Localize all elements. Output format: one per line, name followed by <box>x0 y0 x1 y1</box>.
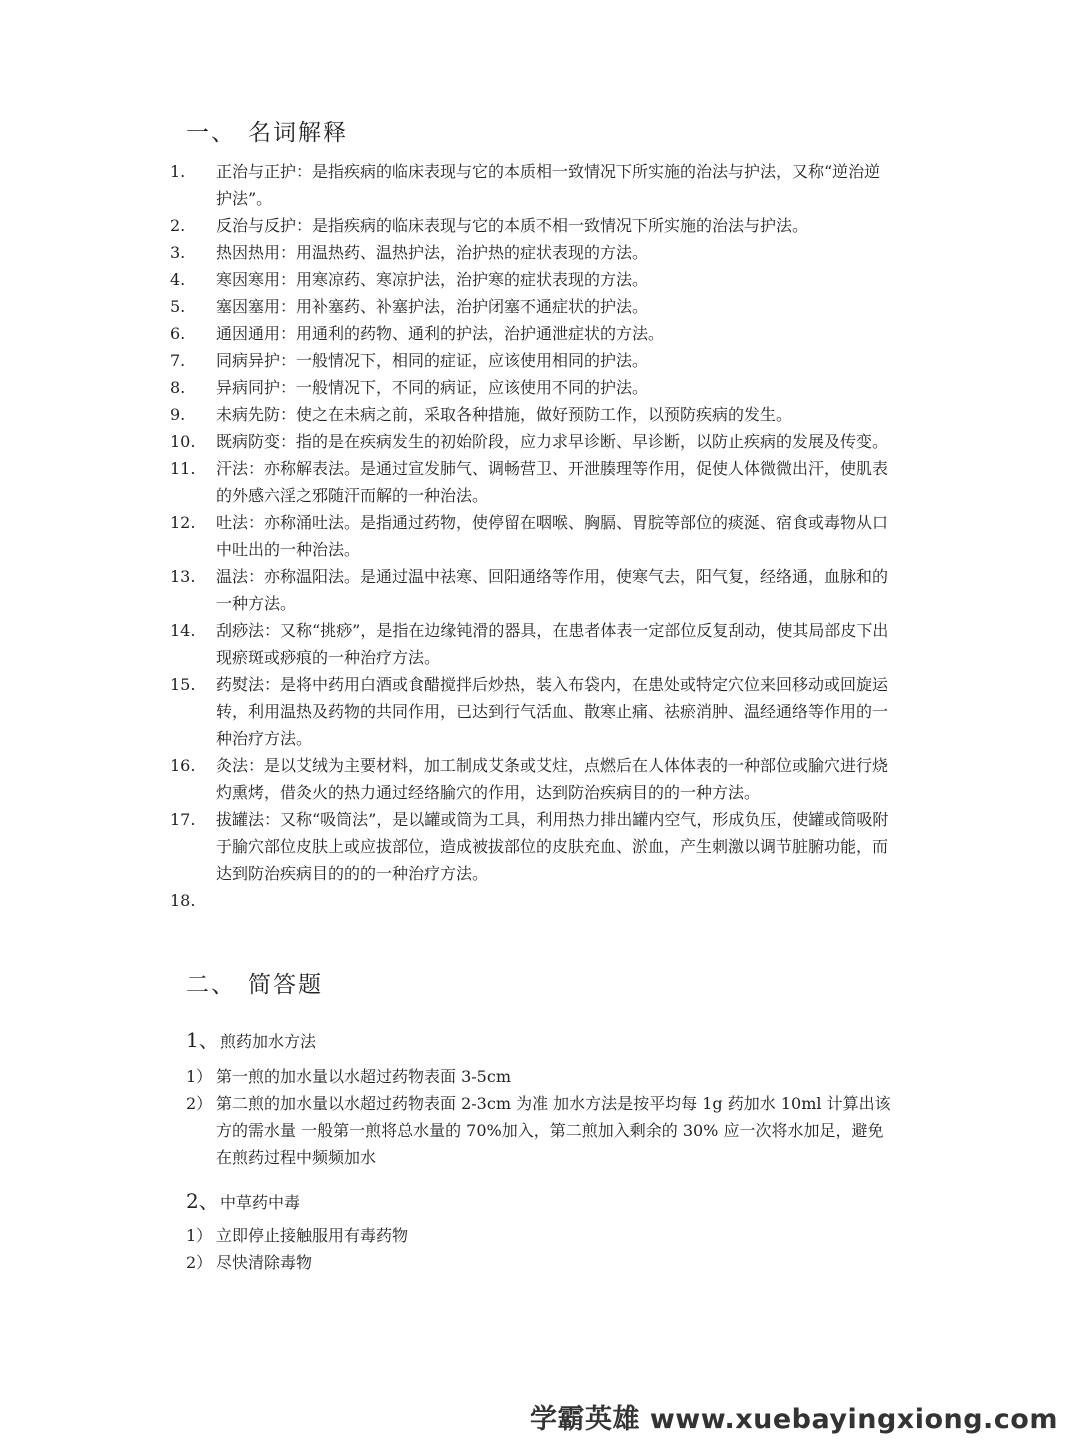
list-item <box>186 1063 896 1090</box>
item-text: 立即停止接触服用有毒药物 <box>216 1226 409 1245</box>
item-number: 5. <box>170 297 186 316</box>
section-number: 一、 <box>186 120 236 146</box>
item-text: 热因热用：用温热药、温热护法，治护热的症状表现的方法。 <box>216 243 649 262</box>
item-text: 正治与正护：是指疾病的临床表现与它的本质相一致情况下所实施的治法与护法，又称“逆治逆护法”。 <box>216 162 881 208</box>
list-item <box>170 401 890 428</box>
item-number: 1） <box>186 1226 213 1245</box>
item-number: 7. <box>170 351 186 370</box>
item-text: 寒因寒用：用寒凉药、寒凉护法，治护寒的症状表现的方法。 <box>216 270 649 289</box>
item-text: 第一煎的加水量以水超过药物表面 3-5cm <box>216 1067 511 1086</box>
item-number: 12. <box>170 513 196 532</box>
item-number: 2） <box>186 1094 213 1113</box>
subheading-herbal-poisoning <box>186 1185 300 1214</box>
subheading-number: 1、 <box>186 1028 219 1052</box>
steps-list-decoction <box>186 1063 896 1171</box>
item-number: 1） <box>186 1067 213 1086</box>
section-heading-definitions <box>186 114 348 147</box>
list-item <box>170 455 890 509</box>
subheading-decoction-water <box>186 1024 316 1053</box>
item-text: 异病同护：一般情况下，不同的病证，应该使用不同的护法。 <box>216 378 649 397</box>
item-number: 2. <box>170 216 186 235</box>
item-text: 通因通用：用通利的药物、通利的护法，治护通泄症状的方法。 <box>216 324 665 343</box>
list-item <box>186 1222 896 1249</box>
list-item <box>170 617 890 671</box>
list-item <box>170 239 890 266</box>
item-number: 2） <box>186 1253 213 1272</box>
list-item <box>170 293 890 320</box>
item-number: 1. <box>170 162 186 181</box>
list-item <box>170 752 890 806</box>
item-text: 同病异护：一般情况下，相同的症证，应该使用相同的护法。 <box>216 351 649 370</box>
list-item <box>170 428 890 455</box>
list-item <box>186 1090 896 1171</box>
list-item <box>170 563 890 617</box>
item-number: 4. <box>170 270 186 289</box>
item-number: 10. <box>170 432 196 451</box>
steps-list-poisoning <box>186 1222 896 1276</box>
item-text: 药熨法：是将中药用白酒或食醋搅拌后炒热，装入布袋内，在患处或特定穴位来回移动或回旋运转，利用温热及药物的共同作用，已达到行气活血、散寒止痛、祛瘀消肿、温经通络等作用的一种治疗方法。 <box>216 675 889 748</box>
item-number: 16. <box>170 756 196 775</box>
item-text: 温法：亦称温阳法。是通过温中祛寒、回阳通络等作用，使寒气去，阳气复，经络通，血脉和的一种方法。 <box>216 567 889 613</box>
item-number: 9. <box>170 405 186 424</box>
item-text: 吐法：亦称涌吐法。是指通过药物，使停留在咽喉、胸膈、胃脘等部位的痰涎、宿食或毒物从口中吐出的一种治法。 <box>216 513 889 559</box>
section-title: 简答题 <box>248 972 323 998</box>
list-item <box>170 266 890 293</box>
list-item <box>170 320 890 347</box>
item-text: 拔罐法：又称“吸筒法”，是以罐或筒为工具，利用热力排出罐内空气，形成负压，使罐或筒吸附于腧穴部位皮肤上或应拔部位，造成被拔部位的皮肤充血、淤血，产生刺激以调节脏腑功能，而达到防治疾病目的的的一种治疗方法。 <box>216 810 889 883</box>
item-text: 刮痧法：又称“挑痧”，是指在边缘钝滑的器具，在患者体表一定部位反复刮动，使其局部皮下出现瘀斑或痧痕的一种治疗方法。 <box>216 621 889 667</box>
item-number: 18. <box>170 891 196 910</box>
subheading-number: 2、 <box>186 1189 219 1213</box>
list-item <box>170 806 890 887</box>
terms-list <box>170 158 890 910</box>
site-watermark: 学霸英雄 www.xuebayingxiong.com <box>529 1404 1058 1435</box>
item-number: 17. <box>170 810 196 829</box>
list-item <box>170 347 890 374</box>
item-text: 塞因塞用：用补塞药、补塞护法，治护闭塞不通症状的护法。 <box>216 297 649 316</box>
list-item <box>186 1249 896 1276</box>
item-text: 汗法：亦称解表法。是通过宣发肺气、调畅营卫、开泄腠理等作用，促使人体微微出汗，使肌表的外感六淫之邪随汗而解的一种治法。 <box>216 459 889 505</box>
item-text: 反治与反护：是指疾病的临床表现与它的本质不相一致情况下所实施的治法与护法。 <box>216 216 809 235</box>
item-number: 13. <box>170 567 196 586</box>
item-text: 尽快清除毒物 <box>216 1253 313 1272</box>
subheading-title: 煎药加水方法 <box>220 1032 317 1051</box>
item-text: 未病先防：使之在未病之前，采取各种措施，做好预防工作，以预防疾病的发生。 <box>216 405 793 424</box>
item-number: 8. <box>170 378 186 397</box>
list-item <box>170 374 890 401</box>
item-text: 既病防变：指的是在疾病发生的初始阶段，应力求早诊断、早诊断，以防止疾病的发展及传变。 <box>216 432 889 451</box>
subheading-title: 中草药中毒 <box>220 1193 301 1212</box>
item-text: 第二煎的加水量以水超过药物表面 2-3cm 为准 加水方法是按平均每 1g 药加水 10ml 计算出该方的需水量 一般第一煎将总水量的 70%加入，第二煎加入剩余的 30% 应一次将水加足，避免在煎药过程中频频加水 <box>216 1094 891 1167</box>
item-number: 15. <box>170 675 196 694</box>
section-heading-short-answer <box>186 966 323 999</box>
item-text: 灸法：是以艾绒为主要材料，加工制成艾条或艾炷，点燃后在人体体表的一种部位或腧穴进行烧灼熏烤，借灸火的热力通过经络腧穴的作用，达到防治疾病目的的一种方法。 <box>216 756 889 802</box>
list-item <box>170 671 890 752</box>
section-number: 二、 <box>186 972 236 998</box>
item-number: 6. <box>170 324 186 343</box>
item-number: 11. <box>170 459 196 478</box>
list-item <box>170 212 890 239</box>
list-item <box>170 509 890 563</box>
section-title: 名词解释 <box>248 120 348 146</box>
list-item <box>170 158 890 212</box>
item-number: 14. <box>170 621 196 640</box>
item-number: 3. <box>170 243 186 262</box>
